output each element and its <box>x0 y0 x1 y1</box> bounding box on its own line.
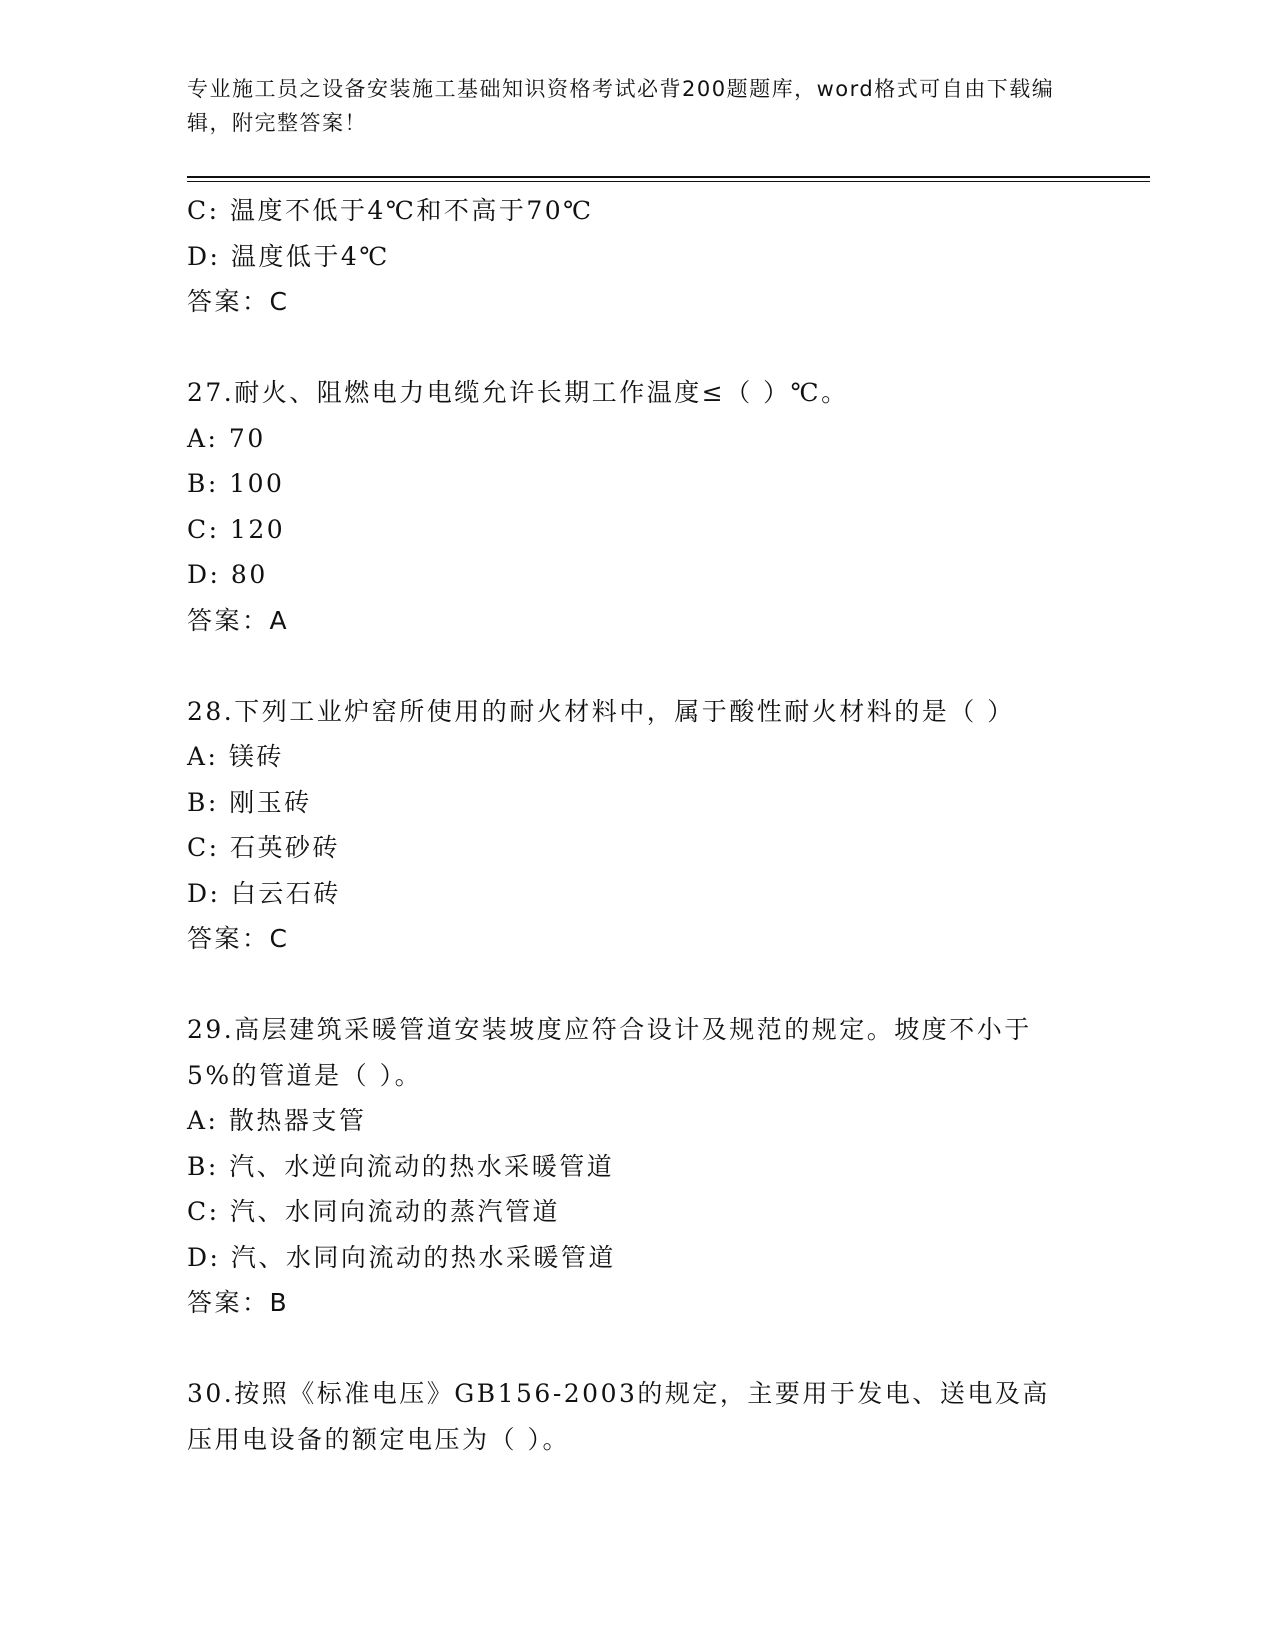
option-b: B: 刚玉砖 <box>187 787 312 817</box>
question-block-28 <box>187 689 1087 962</box>
question-text: 30.按照《标准电压》GB156-2003的规定，主要用于发电、送电及高压用电设备的额定电压为（ ）。 <box>187 1379 1050 1454</box>
option-a: A: 70 <box>187 423 266 453</box>
answer-line: 答案：A <box>187 605 290 635</box>
question-list <box>187 188 1087 1462</box>
header-title: 专业施工员之设备安装施工基础知识资格考试必背200题题库，word格式可自由下载编辑，附完整答案！ <box>187 77 1055 135</box>
spacer <box>187 325 1087 371</box>
option-a: A: 散热器支管 <box>187 1106 367 1135</box>
answer-line: 答案：C <box>187 287 290 316</box>
question-block-29 <box>187 1007 1087 1326</box>
option-d: D: 白云石砖 <box>187 878 341 908</box>
option-b: B: 汽、水逆向流动的热水采暖管道 <box>187 1151 615 1181</box>
option-d: D: 汽、水同向流动的热水采暖管道 <box>187 1242 616 1272</box>
option-d: D: 温度低于4℃ <box>187 241 390 271</box>
answer-line: 答案：C <box>187 924 290 953</box>
option-a: A: 镁砖 <box>187 742 284 771</box>
answer-line: 答案：B <box>187 1288 290 1317</box>
question-block-partial <box>187 188 1087 325</box>
option-d: D: 80 <box>187 560 268 589</box>
header-divider-thin <box>187 181 1150 182</box>
option-c: C: 120 <box>187 514 286 544</box>
document-header <box>187 72 1087 140</box>
option-c: C: 汽、水同向流动的蒸汽管道 <box>187 1197 560 1226</box>
spacer <box>187 643 1087 689</box>
question-text: 29.高层建筑采暖管道安装坡度应符合设计及规范的规定。坡度不小于5%的管道是（ ）。 <box>187 1015 1032 1090</box>
question-text: 27.耐火、阻燃电力电缆允许长期工作温度≤（ ）℃。 <box>187 378 849 407</box>
spacer <box>187 1326 1087 1372</box>
option-c: C: 温度不低于4℃和不高于70℃ <box>187 196 594 225</box>
question-text: 28.下列工业炉窑所使用的耐火材料中，属于酸性耐火材料的是（ ） <box>187 696 1015 726</box>
spacer <box>187 962 1087 1008</box>
question-block-27 <box>187 370 1087 643</box>
option-b: B: 100 <box>187 469 285 498</box>
option-c: C: 石英砂砖 <box>187 833 340 862</box>
question-block-30 <box>187 1371 1087 1462</box>
header-divider <box>187 176 1150 178</box>
